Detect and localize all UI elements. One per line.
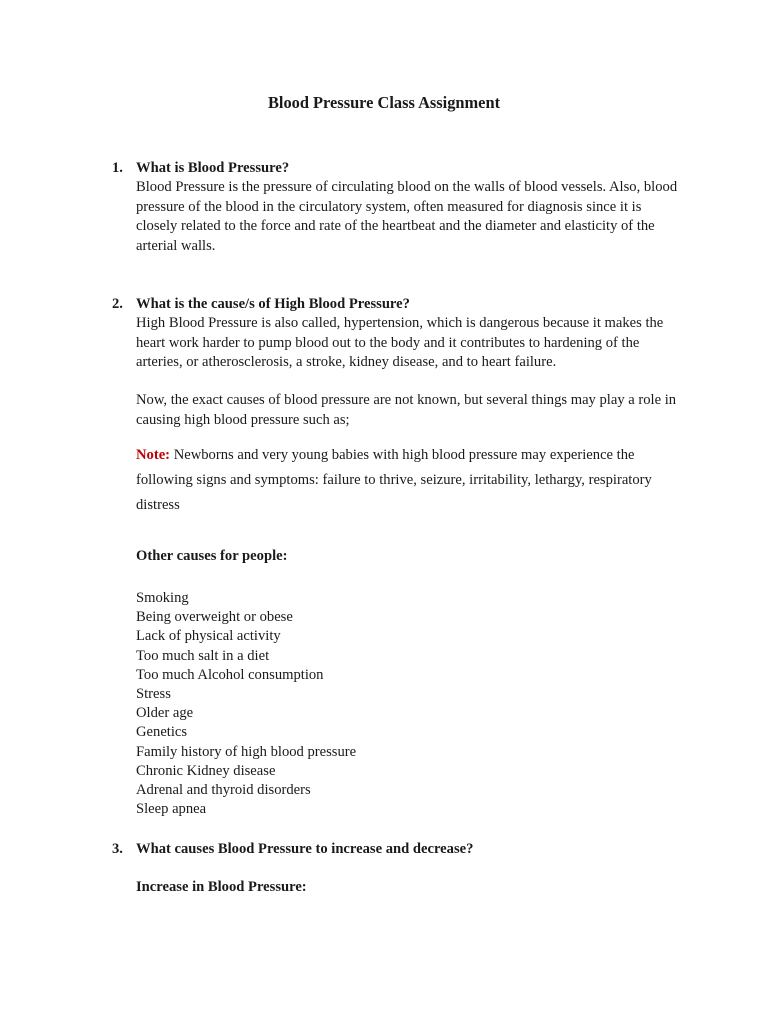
list-item: Stress [136, 686, 171, 703]
question-1-title: What is Blood Pressure? [136, 160, 290, 176]
document-title: Blood Pressure Class Assignment [267, 93, 501, 112]
list-item: Older age [136, 705, 194, 722]
question-1-answer: Blood Pressure is the pressure of circulating blood on the walls of blood vessels. Also, blood pressure of the blood in the circulatory system, often measured for diagnosis since it is closely related to the force and rate of the heartbeat and the diameter and elasticity of the arterial walls. [136, 179, 678, 254]
question-1-number: 1. [112, 160, 123, 176]
list-item: Too much salt in a diet [136, 647, 270, 664]
question-2-title: What is the cause/s of High Blood Pressure? [136, 296, 410, 312]
list-item: Being overweight or obese [136, 609, 293, 626]
question-3-number: 3. [112, 841, 123, 857]
other-causes-heading: Other causes for people: [136, 548, 288, 564]
increase-subheading: Increase in Blood Pressure: [136, 879, 307, 895]
question-3-title: What causes Blood Pressure to increase and decrease? [136, 841, 474, 857]
causes-list [136, 589, 356, 819]
list-item: Adrenal and thyroid disorders [136, 782, 311, 799]
question-2-paragraph-2: Now, the exact causes of blood pressure are not known, but several things may play a role in causing high blood pressure such as; [136, 392, 677, 428]
list-item: Chronic Kidney disease [136, 762, 276, 779]
list-item: Family history of high blood pressure [136, 743, 357, 760]
question-2-paragraph-1: High Blood Pressure is also called, hypertension, which is dangerous because it makes the heart work harder to pump blood out to the body and it contributes to hardening of the arteries, or atherosclerosis, a stroke, kidney disease, and to heart failure. [136, 315, 664, 370]
list-item: Sleep apnea [136, 801, 207, 818]
list-item: Genetics [136, 724, 188, 741]
list-item: Smoking [136, 590, 189, 606]
note-paragraph [136, 443, 684, 518]
question-2-number: 2. [112, 296, 123, 312]
note-text: Newborns and very young babies with high blood pressure may experience the following signs and symptoms: failure to thrive, seizure, irritability, lethargy, respiratory distress [136, 447, 652, 513]
note-label: Note: [136, 447, 171, 463]
list-item: Lack of physical activity [136, 628, 281, 645]
list-item: Too much Alcohol consumption [136, 666, 324, 683]
